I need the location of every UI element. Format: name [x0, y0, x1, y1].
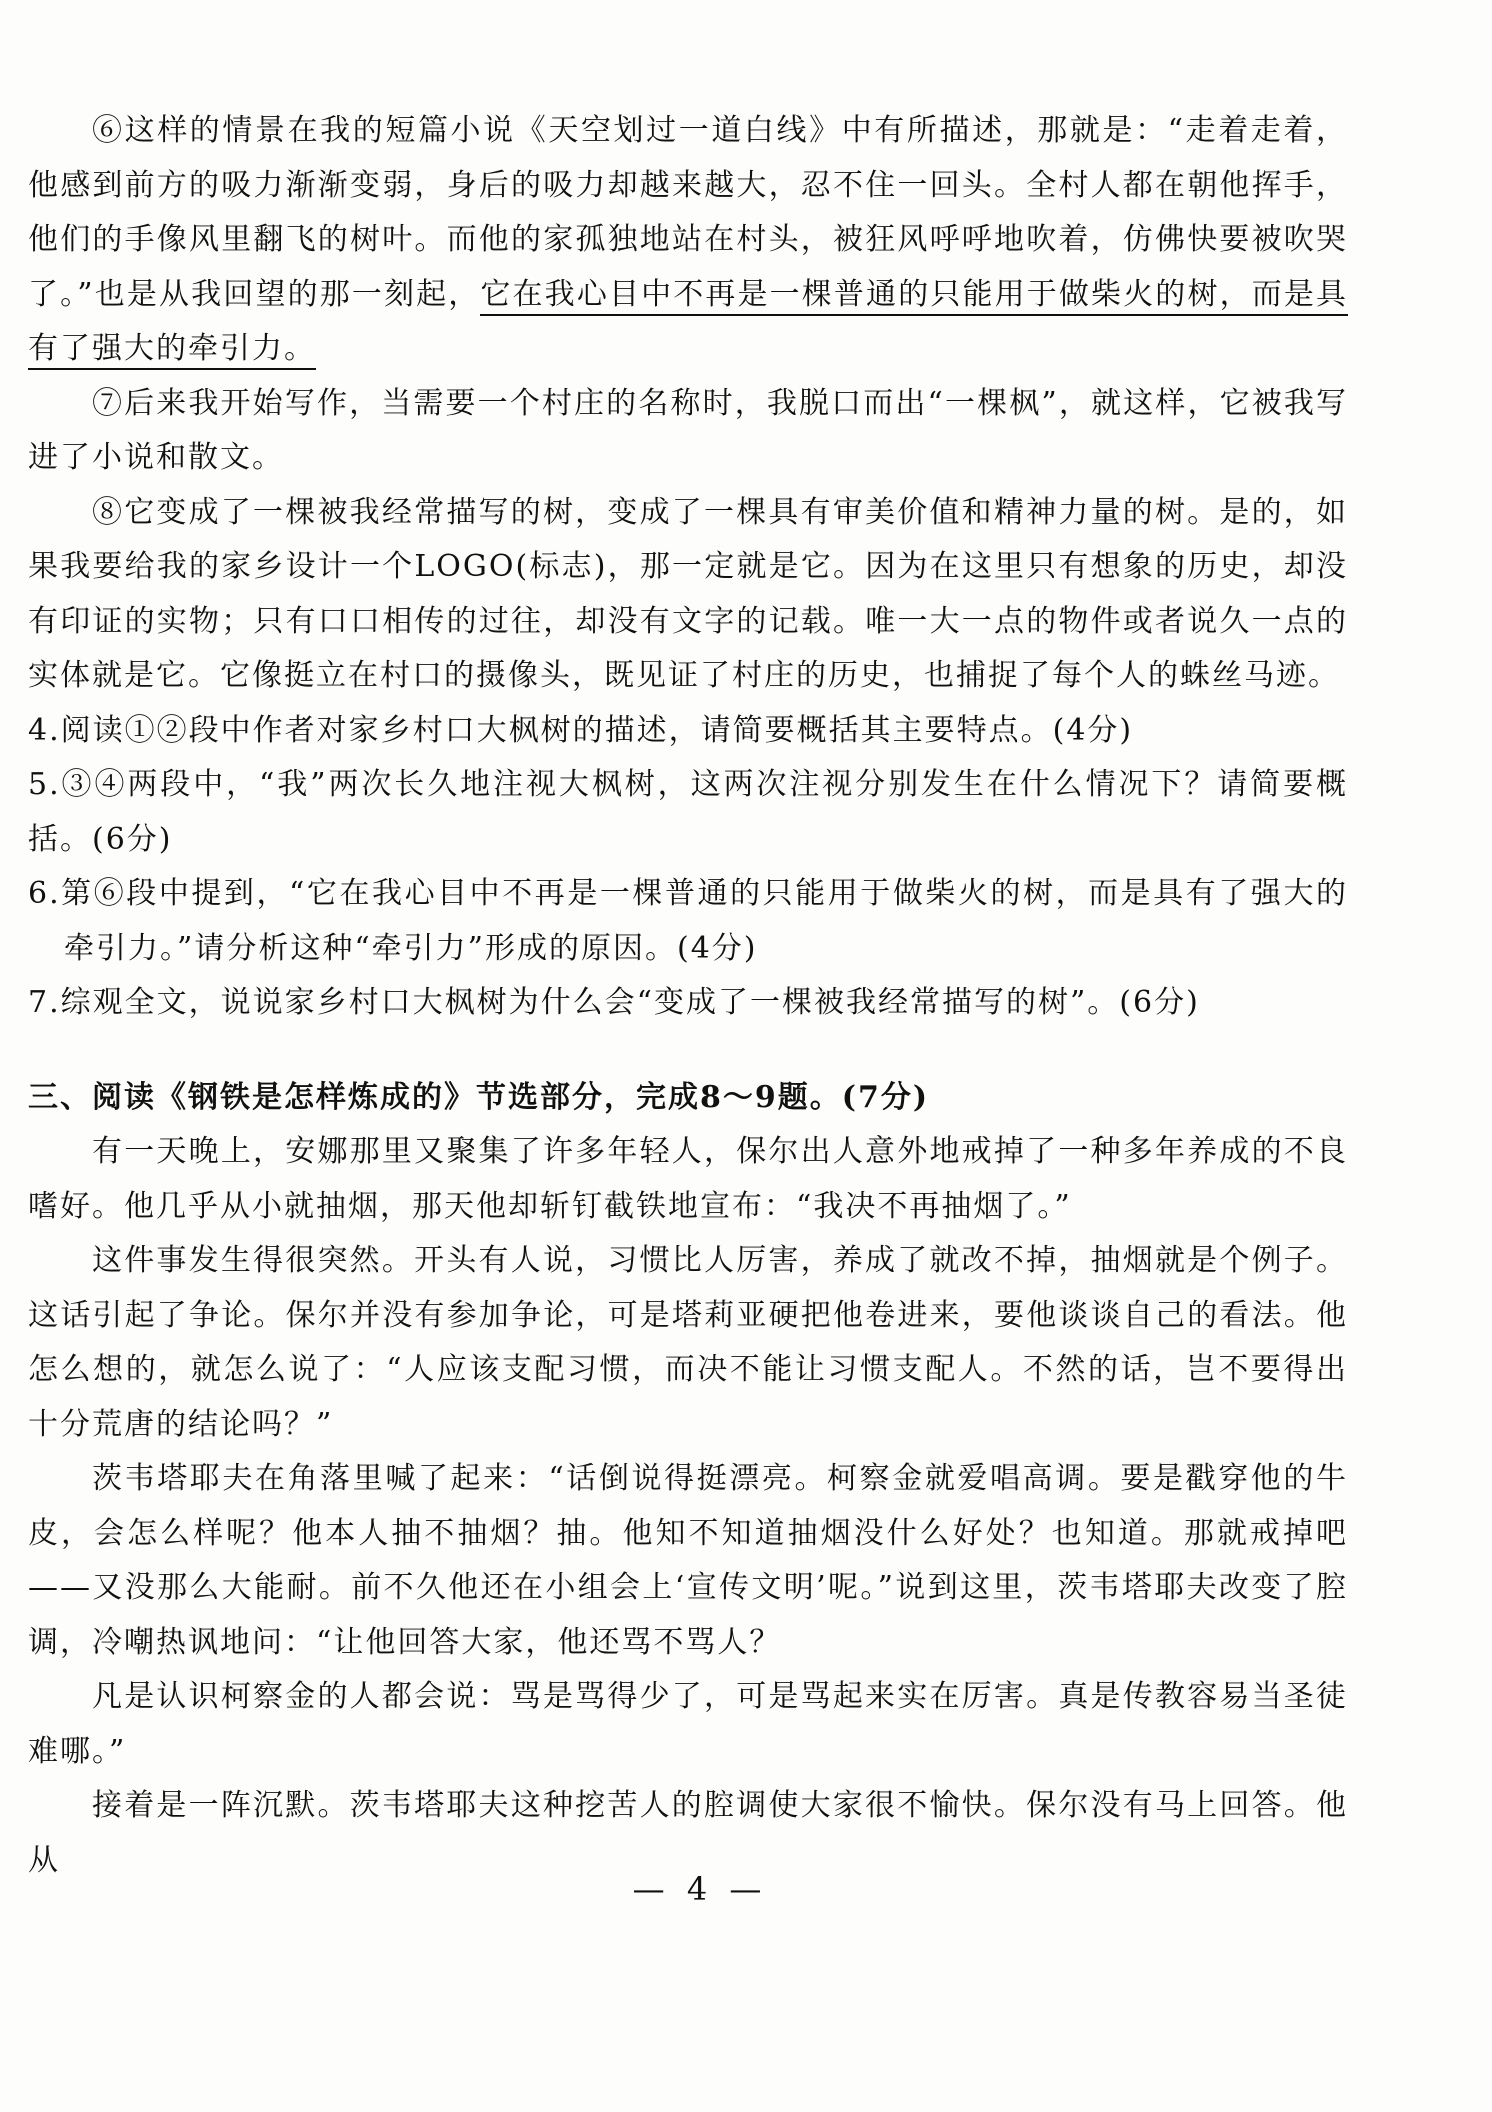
section-3-paragraph: 凡是认识柯察金的人都会说：骂是骂得少了，可是骂起来实在厉害。真是传教容易当圣徒难哪。” — [28, 1679, 1348, 1769]
section-3-paragraph: 茨韦塔耶夫在角落里喊了起来：“话倒说得挺漂亮。柯察金就爱唱高调。要是戳穿他的牛皮，会怎么样呢？他本人抽不抽烟？抽。他知不知道抽烟没什么好处？也知道。那就戒掉吧——又没那么大能耐。前不久他还在小组会上‘宣传文明’呢。”说到这里，茨韦塔耶夫改变了腔调，冷嘲热讽地问：“让他回答大家，他还骂不骂人？ — [28, 1461, 1348, 1660]
paragraph-8: ⑧它变成了一棵被我经常描写的树，变成了一棵具有审美价值和精神力量的树。是的，如果我要给我的家乡设计一个LOGO(标志)，那一定就是它。因为在这里只有想象的历史，却没有印证的实物；只有口口相传的过往，却没有文字的记载。唯一大一点的物件或者说久一点的实体就是它。它像挺立在村口的摄像头，既见证了村庄的历史，也捕捉了每个人的蛛丝马迹。 — [28, 494, 1348, 693]
section-3-paragraph: 接着是一阵沉默。茨韦塔耶夫这种挖苦人的腔调使大家很不愉快。保尔没有马上回答。他从 — [28, 1788, 1348, 1878]
section-3-heading: 三、阅读《钢铁是怎样炼成的》节选部分，完成8～9题。(7分) — [28, 1079, 930, 1115]
paragraph-6 — [28, 104, 1348, 377]
underlined-sentence: 它在我心目中不再是一棵普通的只能用于做柴火的树，而是具有了强大的牵引力。 — [28, 277, 1348, 371]
question-6: 6.第⑥段中提到，“它在我心目中不再是一棵普通的只能用于做柴火的树，而是具有了强大的牵引力。”请分析这种“牵引力”形成的原因。(4分) — [28, 876, 1348, 966]
question-4: 4.阅读①②段中作者对家乡村口大枫树的描述，请简要概括其主要特点。(4分) — [28, 712, 1134, 748]
page-number: — 4 — — [632, 1870, 768, 1908]
section-3-paragraph: 有一天晚上，安娜那里又聚集了许多年轻人，保尔出人意外地戒掉了一种多年养成的不良嗜好。他几乎从小就抽烟，那天他却斩钉截铁地宣布：“我决不再抽烟了。” — [28, 1134, 1348, 1224]
question-5: 5.③④两段中，“我”两次长久地注视大枫树，这两次注视分别发生在什么情况下？请简要概括。(6分) — [28, 767, 1348, 857]
paragraph-7: ⑦后来我开始写作，当需要一个村庄的名称时，我脱口而出“一棵枫”，就这样，它被我写进了小说和散文。 — [28, 385, 1348, 475]
question-7: 7.综观全文，说说家乡村口大枫树为什么会“变成了一棵被我经常描写的树”。(6分) — [28, 985, 1200, 1020]
section-3-paragraph: 这件事发生得很突然。开头有人说，习惯比人厉害，养成了就改不掉，抽烟就是个例子。这话引起了争论。保尔并没有参加争论，可是塔莉亚硬把他卷进来，要他谈谈自己的看法。他怎么想的，就怎么说了：“人应该支配习惯，而决不能让习惯支配人。不然的话，岂不要得出十分荒唐的结论吗？” — [28, 1243, 1348, 1442]
page-content — [28, 104, 1348, 1888]
paragraph-6-text: ⑥这样的情景在我的短篇小说《天空划过一道白线》中有所描述，那就是：“走着走着，他感到前方的吸力渐渐变弱，身后的吸力却越来越大，忍不住一回头。全村人都在朝他挥手，他们的手像风里翻飞的树叶。而他的家孤独地站在村头，被狂风呼呼地吹着，仿佛快要被吹哭了。”也是从我回望的那一刻起， — [28, 113, 1348, 312]
